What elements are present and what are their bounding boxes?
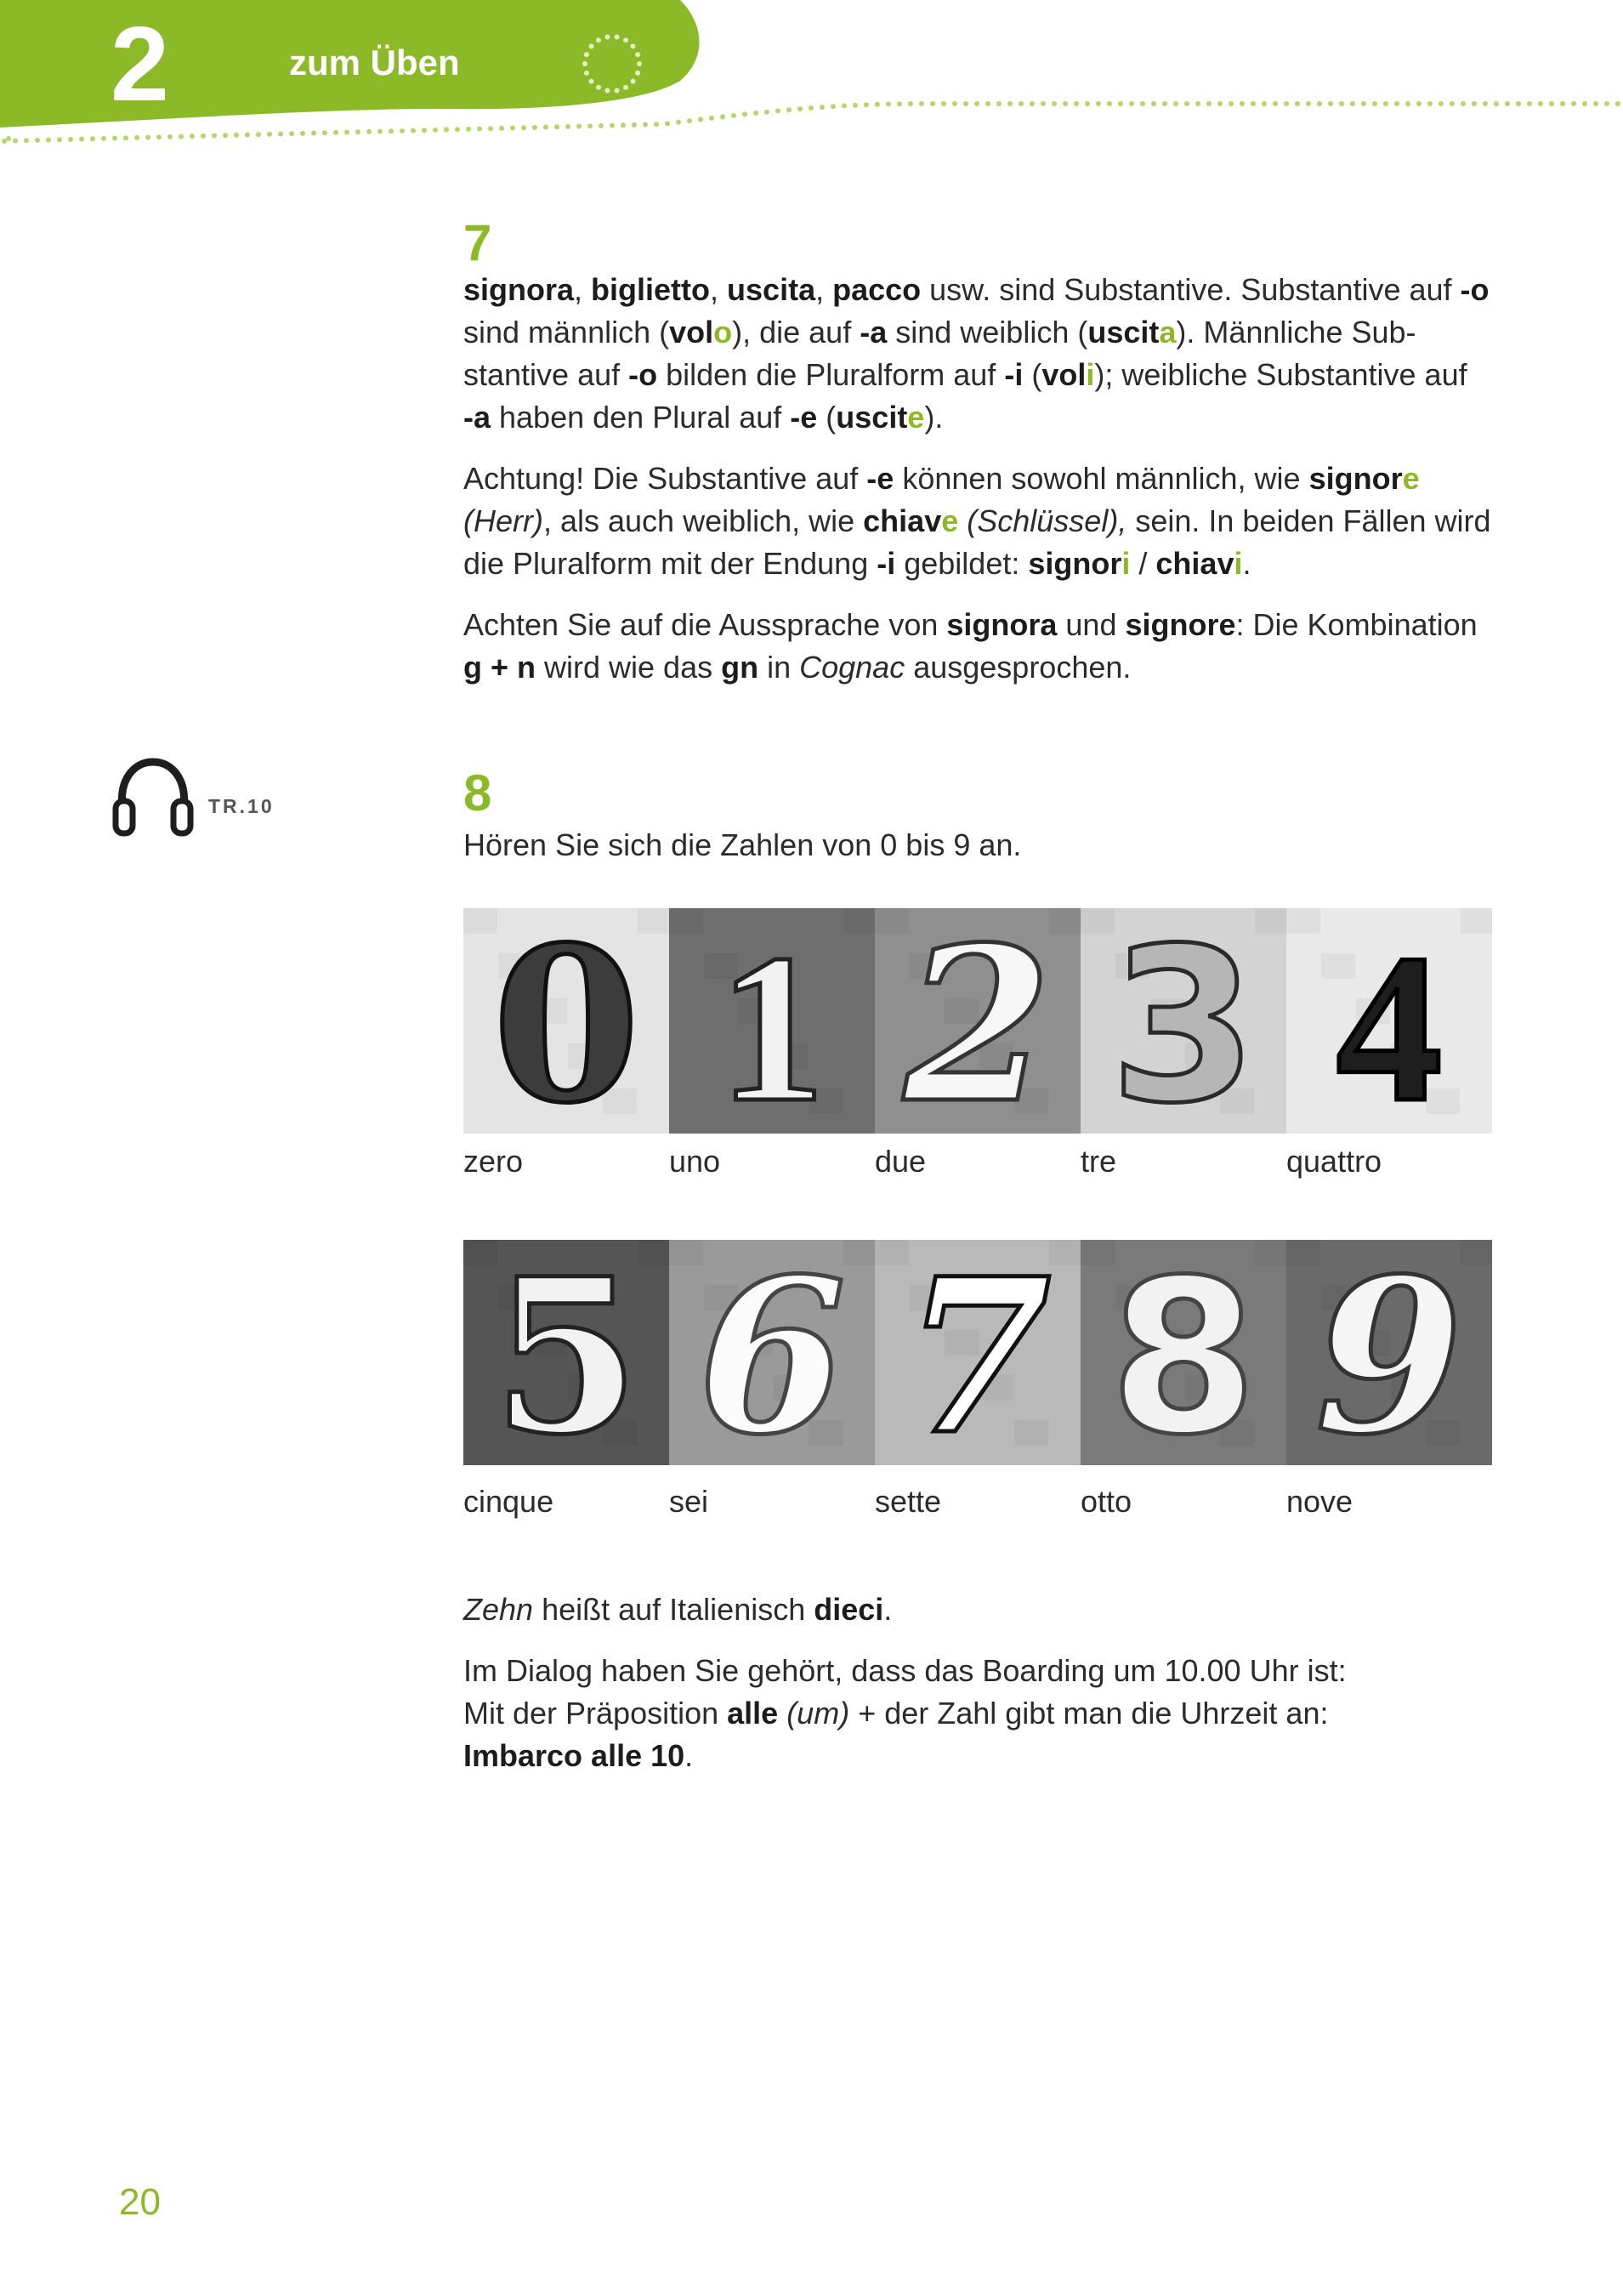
chapter-number: 2 — [111, 6, 169, 123]
digit-5: 5 — [492, 1240, 640, 1465]
number-label-5: cinque — [463, 1484, 554, 1519]
exercise-7-paragraph-3: Achten Sie auf die Aussprache von signora und signore: Die Kombination g + n wird wie das gn in Cognac ausgesprochen. — [463, 607, 1478, 685]
exercise-7-paragraph-2: Achtung! Die Substantive auf -e können sowohl männlich, wie signore (Herr), als auch weiblich, wie chiave (Schlüssel), sein. In beiden Fällen wird die Pluralform mit der Endung -i gebildet: signori / chiavi. — [463, 461, 1491, 581]
track-number: TR.10 — [208, 795, 275, 817]
number-images-row-2 — [463, 1240, 1492, 1465]
number-label-8: otto — [1081, 1484, 1132, 1519]
exercise-7-paragraph-1: signora, biglietto, uscita, pacco usw. sind Substantive. Substantive auf -o sind männlich (volo), die auf -a sind weiblich (uscita). Männliche Sub- stantive auf -o bilden die Pluralform auf -i (voli); weibliche Substantive auf -a haben den Plural auf -e (uscite). — [463, 272, 1490, 435]
exercise-8 — [463, 764, 1501, 885]
number-image-6 — [669, 1240, 875, 1465]
digit-2: 2 — [904, 908, 1052, 1134]
digit-4: 4 — [1336, 911, 1443, 1134]
digit-3: 3 — [1109, 908, 1257, 1134]
number-image-8 — [1081, 1240, 1286, 1465]
digit-0: 0 — [492, 908, 640, 1134]
number-image-1 — [669, 908, 875, 1134]
exercise-number: 7 — [463, 214, 492, 271]
number-image-2 — [875, 908, 1081, 1134]
number-label-4: quattro — [1286, 1144, 1382, 1179]
number-label-7: sette — [875, 1484, 942, 1519]
exercise-8-paragraph-1: Zehn heißt auf Italienisch dieci. — [463, 1592, 893, 1627]
digit-7: 7 — [904, 1240, 1052, 1465]
digit-1: 1 — [718, 911, 826, 1134]
number-labels-row-2 — [463, 1484, 1492, 1520]
headphones-icon[interactable] — [111, 755, 196, 844]
digit-6: 6 — [698, 1240, 846, 1465]
exercise-8-notes — [463, 1588, 1501, 1796]
digit-8: 8 — [1109, 1240, 1257, 1465]
number-image-4 — [1286, 908, 1492, 1134]
header-banner — [0, 0, 1623, 162]
page-number: 20 — [119, 2181, 161, 2223]
number-label-1: uno — [669, 1144, 721, 1179]
number-labels-row-1 — [463, 1144, 1492, 1179]
number-image-0 — [463, 908, 669, 1134]
number-image-5 — [463, 1240, 669, 1465]
chapter-title: zum Üben — [289, 43, 460, 82]
number-label-3: tre — [1081, 1144, 1117, 1179]
exercise-7 — [463, 214, 1501, 708]
number-label-9: nove — [1286, 1484, 1353, 1519]
number-images-row-1 — [463, 908, 1492, 1134]
number-image-7 — [875, 1240, 1081, 1465]
chapter-header — [0, 0, 1623, 162]
number-image-9 — [1286, 1240, 1492, 1465]
number-label-0: zero — [463, 1144, 524, 1179]
number-label-6: sei — [669, 1484, 709, 1519]
exercise-8-intro: Hören Sie sich die Zahlen von 0 bis 9 an. — [463, 827, 1022, 862]
number-label-2: due — [875, 1144, 927, 1179]
digit-9: 9 — [1315, 1240, 1463, 1465]
exercise-8-paragraph-2: Im Dialog haben Sie gehört, dass das Boarding um 10.00 Uhr ist: Mit der Präposition alle (um) + der Zahl gibt man die Uhrzeit an: Imbarco alle 10. — [463, 1653, 1347, 1773]
exercise-number: 8 — [463, 764, 492, 821]
number-image-3 — [1081, 908, 1286, 1134]
